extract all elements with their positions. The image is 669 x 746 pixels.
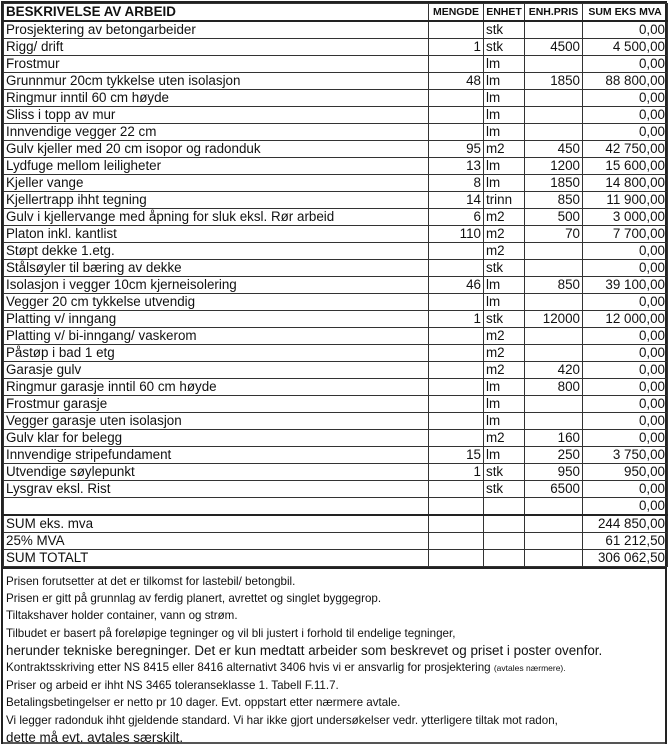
row-unit-price — [525, 345, 583, 362]
totals-section — [4, 515, 668, 567]
row-unit-price — [525, 243, 583, 260]
row-sum: 0,00 — [583, 345, 668, 362]
table-row — [4, 345, 668, 362]
row-quantity: 15 — [429, 447, 484, 464]
row-sum: 950,00 — [583, 464, 668, 481]
row-unit: stk — [484, 21, 525, 39]
row-unit-price: 450 — [525, 141, 583, 158]
table-body — [4, 21, 668, 515]
row-quantity — [429, 294, 484, 311]
row-unit-price — [525, 21, 583, 39]
row-sum: 0,00 — [583, 90, 668, 107]
table-row — [4, 379, 668, 396]
row-description: Prosjektering av betongarbeider — [4, 21, 429, 39]
totals-row — [4, 515, 668, 533]
row-unit: m2 — [484, 226, 525, 243]
note-text: Kontraktsskriving etter NS 8415 eller 8416 alternativt 3406 hvis vi er ansvarlig for prosjektering — [6, 661, 494, 675]
row-quantity: 1 — [429, 39, 484, 56]
total-value: 306 062,50 — [583, 550, 668, 567]
row-unit-price: 850 — [525, 277, 583, 294]
row-description: Vegger 20 cm tykkelse utvendig — [4, 294, 429, 311]
table-row — [4, 396, 668, 413]
row-unit: lm — [484, 379, 525, 396]
row-quantity: 14 — [429, 192, 484, 209]
row-description: Stålsøyler til bæring av dekke — [4, 260, 429, 277]
row-unit: lm — [484, 73, 525, 90]
empty-cell — [429, 533, 484, 550]
row-unit: stk — [484, 464, 525, 481]
row-quantity — [429, 90, 484, 107]
note-small-text: (avtales nærmere). — [493, 663, 566, 674]
row-sum: 0,00 — [583, 396, 668, 413]
row-sum: 0,00 — [583, 430, 668, 447]
row-quantity: 1 — [429, 311, 484, 328]
row-sum: 0,00 — [583, 260, 668, 277]
row-quantity: 1 — [429, 464, 484, 481]
row-sum: 11 900,00 — [583, 192, 668, 209]
terms-notes — [3, 567, 665, 744]
row-description: Kjellertrapp ihht tegning — [4, 192, 429, 209]
row-unit-price: 500 — [525, 209, 583, 226]
row-unit: m2 — [484, 243, 525, 260]
total-label: SUM TOTALT — [4, 550, 429, 567]
note-line — [6, 642, 662, 659]
row-unit-price — [525, 498, 583, 516]
empty-cell — [429, 515, 484, 533]
table-row — [4, 447, 668, 464]
row-description: Påstøp i bad 1 etg — [4, 345, 429, 362]
total-label: SUM eks. mva — [4, 515, 429, 533]
row-description: Platting v/ bi-inngang/ vaskerom — [4, 328, 429, 345]
row-sum: 0,00 — [583, 243, 668, 260]
row-unit: lm — [484, 90, 525, 107]
row-description: Isolasjon i vegger 10cm kjerneisolering — [4, 277, 429, 294]
table-row — [4, 481, 668, 498]
row-sum: 0,00 — [583, 56, 668, 73]
row-sum: 0,00 — [583, 107, 668, 124]
row-unit: lm — [484, 396, 525, 413]
row-unit: lm — [484, 175, 525, 192]
row-unit: lm — [484, 124, 525, 141]
row-unit-price: 1850 — [525, 175, 583, 192]
table-row — [4, 73, 668, 90]
row-unit-price — [525, 90, 583, 107]
table-row — [4, 430, 668, 447]
note-line — [6, 729, 662, 746]
row-quantity — [429, 396, 484, 413]
row-sum: 15 600,00 — [583, 158, 668, 175]
row-unit: m2 — [484, 141, 525, 158]
row-unit: lm — [484, 277, 525, 294]
table-row — [4, 311, 668, 328]
row-sum: 0,00 — [583, 328, 668, 345]
row-unit-price: 1200 — [525, 158, 583, 175]
row-unit-price — [525, 413, 583, 430]
row-unit: lm — [484, 107, 525, 124]
row-sum: 14 800,00 — [583, 175, 668, 192]
table-row — [4, 175, 668, 192]
row-unit: lm — [484, 447, 525, 464]
row-quantity: 95 — [429, 141, 484, 158]
row-sum: 0,00 — [583, 413, 668, 430]
row-sum: 0,00 — [583, 362, 668, 379]
row-description: Gulv klar for belegg — [4, 430, 429, 447]
table-header-row — [4, 4, 668, 22]
row-quantity: 8 — [429, 175, 484, 192]
row-unit: lm — [484, 56, 525, 73]
header-quantity: MENGDE — [429, 4, 484, 22]
row-sum: 39 100,00 — [583, 277, 668, 294]
row-unit-price: 420 — [525, 362, 583, 379]
table-row — [4, 294, 668, 311]
row-unit-price: 12000 — [525, 311, 583, 328]
row-unit: lm — [484, 294, 525, 311]
row-quantity: 46 — [429, 277, 484, 294]
row-description: Gulv kjeller med 20 cm isopor og radonduk — [4, 141, 429, 158]
total-value: 244 850,00 — [583, 515, 668, 533]
row-quantity — [429, 56, 484, 73]
price-estimate-sheet — [1, 1, 667, 744]
row-description: Utvendige søylepunkt — [4, 464, 429, 481]
row-sum: 0,00 — [583, 481, 668, 498]
row-sum: 0,00 — [583, 379, 668, 396]
row-description: Garasje gulv — [4, 362, 429, 379]
row-sum: 0,00 — [583, 498, 668, 516]
row-unit-price — [525, 328, 583, 345]
row-quantity: 110 — [429, 226, 484, 243]
table-row — [4, 90, 668, 107]
empty-cell — [525, 533, 583, 550]
row-description: Innvendige vegger 22 cm — [4, 124, 429, 141]
empty-cell — [525, 515, 583, 533]
row-quantity: 48 — [429, 73, 484, 90]
row-quantity: 13 — [429, 158, 484, 175]
row-description: Platting v/ inngang — [4, 311, 429, 328]
table-row — [4, 21, 668, 39]
header-description: BESKRIVELSE AV ARBEID — [4, 4, 429, 22]
row-unit-price: 1850 — [525, 73, 583, 90]
row-quantity: 6 — [429, 209, 484, 226]
note-text: Prisen forutsetter at det er tilkomst for lastebil/ betongbil. — [6, 575, 296, 588]
note-text: Tiltakshaver holder container, vann og strøm. — [6, 609, 238, 623]
row-unit-price: 950 — [525, 464, 583, 481]
row-unit: stk — [484, 311, 525, 328]
row-quantity — [429, 21, 484, 39]
row-description: Rigg/ drift — [4, 39, 429, 56]
header-unit: ENHET — [484, 4, 525, 22]
row-unit: m2 — [484, 345, 525, 362]
table-row — [4, 56, 668, 73]
table-row — [4, 362, 668, 379]
row-description: Platon inkl. kantlist — [4, 226, 429, 243]
header-sum: SUM EKS MVA — [583, 4, 668, 22]
table-row — [4, 192, 668, 209]
total-value: 61 212,50 — [583, 533, 668, 550]
row-unit-price — [525, 124, 583, 141]
empty-cell — [484, 533, 525, 550]
row-unit-price — [525, 56, 583, 73]
row-quantity — [429, 430, 484, 447]
total-label: 25% MVA — [4, 533, 429, 550]
table-row — [4, 243, 668, 260]
row-sum: 3 750,00 — [583, 447, 668, 464]
row-description: Ringmur inntil 60 cm høyde — [4, 90, 429, 107]
row-description: Støpt dekke 1.etg. — [4, 243, 429, 260]
row-unit: m2 — [484, 209, 525, 226]
row-unit-price: 160 — [525, 430, 583, 447]
row-quantity — [429, 260, 484, 277]
cost-table — [3, 3, 668, 567]
empty-cell — [484, 550, 525, 567]
row-quantity — [429, 124, 484, 141]
row-unit-price: 250 — [525, 447, 583, 464]
row-unit: lm — [484, 413, 525, 430]
row-sum: 7 700,00 — [583, 226, 668, 243]
table-row — [4, 328, 668, 345]
note-line — [6, 694, 662, 711]
row-quantity — [429, 481, 484, 498]
note-text: Betalingsbetingelser er netto pr 10 dager. Evt. oppstart etter nærmere avtale. — [6, 696, 401, 710]
empty-cell — [484, 515, 525, 533]
row-quantity — [429, 328, 484, 345]
row-quantity — [429, 498, 484, 516]
row-description: Kjeller vange — [4, 175, 429, 192]
row-description: Ringmur garasje inntil 60 cm høyde — [4, 379, 429, 396]
row-quantity — [429, 345, 484, 362]
row-unit: stk — [484, 39, 525, 56]
row-sum: 4 500,00 — [583, 39, 668, 56]
row-sum: 88 800,00 — [583, 73, 668, 90]
row-unit: trinn — [484, 192, 525, 209]
row-unit: lm — [484, 158, 525, 175]
row-quantity — [429, 413, 484, 430]
row-unit-price — [525, 107, 583, 124]
row-description: Frostmur garasje — [4, 396, 429, 413]
note-text: Tilbudet er basert på foreløpige tegninger og vil bli justert i forhold til endelige tegninger, — [6, 626, 456, 640]
table-row — [4, 124, 668, 141]
row-description — [4, 498, 429, 516]
row-sum: 0,00 — [583, 21, 668, 39]
note-line — [6, 625, 662, 642]
note-text: dette må evt. avtales særskilt. — [6, 729, 184, 745]
row-description: Innvendige stripefundament — [4, 447, 429, 464]
note-text: Priser og arbeid er ihht NS 3465 toleranseklasse 1. Tabell F.11.7. — [6, 679, 339, 693]
totals-row — [4, 533, 668, 550]
row-unit-price — [525, 260, 583, 277]
note-line — [6, 573, 662, 590]
row-quantity — [429, 379, 484, 396]
note-text: Vi legger radonduk ihht gjeldende standard. Vi har ikke gjort undersøkelser vedr. ytterligere tiltak mot radon, — [6, 713, 558, 727]
header-unit-price: ENH.PRIS — [525, 4, 583, 22]
table-row — [4, 277, 668, 294]
row-unit: m2 — [484, 430, 525, 447]
note-line — [6, 659, 662, 677]
row-unit-price: 800 — [525, 379, 583, 396]
row-description: Lydfuge mellom leiligheter — [4, 158, 429, 175]
note-line — [6, 607, 662, 624]
row-unit: stk — [484, 260, 525, 277]
table-row — [4, 464, 668, 481]
row-sum: 42 750,00 — [583, 141, 668, 158]
row-sum: 3 000,00 — [583, 209, 668, 226]
table-row — [4, 260, 668, 277]
row-unit-price — [525, 294, 583, 311]
note-line — [6, 590, 662, 607]
table-row — [4, 413, 668, 430]
totals-row — [4, 550, 668, 567]
row-unit-price: 6500 — [525, 481, 583, 498]
row-quantity — [429, 243, 484, 260]
row-unit: m2 — [484, 328, 525, 345]
row-unit: m2 — [484, 362, 525, 379]
empty-cell — [429, 550, 484, 567]
table-row — [4, 158, 668, 175]
row-description: Frostmur — [4, 56, 429, 73]
note-line — [6, 712, 662, 729]
row-sum: 0,00 — [583, 294, 668, 311]
note-line — [6, 677, 662, 694]
row-description: Gulv i kjellervange med åpning for sluk eksl. Rør arbeid — [4, 209, 429, 226]
row-unit: stk — [484, 481, 525, 498]
row-unit-price: 850 — [525, 192, 583, 209]
note-text: herunder tekniske beregninger. Det er kun medtatt arbeider som beskrevet og priset i poster ovenfor. — [6, 642, 603, 658]
row-description: Vegger garasje uten isolasjon — [4, 413, 429, 430]
row-sum: 0,00 — [583, 124, 668, 141]
row-unit-price — [525, 396, 583, 413]
row-unit-price: 70 — [525, 226, 583, 243]
row-unit-price: 4500 — [525, 39, 583, 56]
table-row — [4, 498, 668, 516]
table-row — [4, 107, 668, 124]
table-row — [4, 226, 668, 243]
empty-cell — [525, 550, 583, 567]
row-quantity — [429, 107, 484, 124]
table-row — [4, 141, 668, 158]
note-text: Prisen er gitt på grunnlag av ferdig planert, avrettet og singlet byggegrop. — [6, 592, 382, 606]
table-row — [4, 39, 668, 56]
table-row — [4, 209, 668, 226]
row-quantity — [429, 362, 484, 379]
row-description: Grunnmur 20cm tykkelse uten isolasjon — [4, 73, 429, 90]
row-description: Lysgrav eksl. Rist — [4, 481, 429, 498]
row-unit — [484, 498, 525, 516]
row-description: Sliss i topp av mur — [4, 107, 429, 124]
row-sum: 12 000,00 — [583, 311, 668, 328]
